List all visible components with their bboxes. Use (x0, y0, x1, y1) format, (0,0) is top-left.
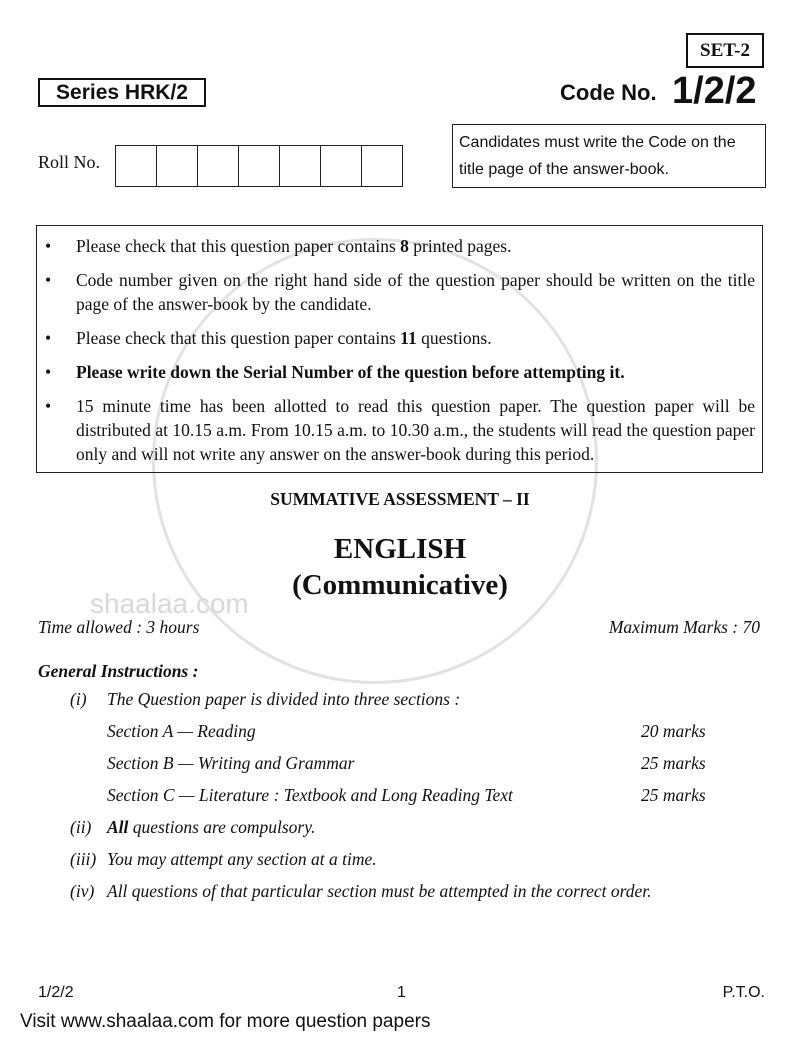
section-marks: 25 marks (641, 753, 706, 773)
subject-title: ENGLISH (333, 533, 467, 565)
roll-number-cell[interactable] (321, 146, 362, 186)
roll-number-cell[interactable] (362, 146, 402, 186)
candidate-note-line: title page of the answer-book. (459, 161, 669, 178)
watermark-text: shaalaa.com (90, 588, 249, 619)
instruction-text (76, 360, 755, 384)
roll-number-cell[interactable] (239, 146, 280, 186)
bullet-icon: • (45, 328, 52, 348)
footer-page-number: 1 (397, 984, 406, 1001)
instruction-item (37, 394, 762, 466)
instruction-text (76, 326, 755, 350)
instruction-text (76, 234, 755, 258)
candidate-note-line: Candidates must write the Code on the (459, 134, 736, 151)
instruction-text-part: The Question paper is divided into three sections : (107, 689, 461, 709)
general-instruction-item (0, 875, 800, 907)
instruction-text-part: questions are compulsory. (128, 817, 316, 837)
footer-code: 1/2/2 (38, 984, 74, 1001)
section-row (107, 747, 800, 779)
section-row (107, 715, 800, 747)
instruction-text-bold: 11 (400, 328, 417, 348)
general-instruction-item (0, 811, 800, 843)
section-name: Section C — Literature : Textbook and Long Reading Text (107, 785, 513, 805)
instruction-text-part: 15 minute time has been allotted to read this question paper. The question paper will be distributed at 10.15 a.m. From 10.15 a.m. to 10.30 a.m., the students will read the question paper only and will not write any answer on the answer-book during this period. (76, 396, 755, 464)
instruction-item (37, 268, 762, 316)
instruction-number: (i) (70, 689, 87, 709)
footer-pto: P.T.O. (722, 984, 765, 1001)
instruction-number: (ii) (70, 817, 92, 837)
assessment-title: SUMMATIVE ASSESSMENT – II (270, 489, 530, 509)
footer-visit-link[interactable]: Visit www.shaalaa.com for more question papers (20, 1011, 431, 1032)
code-value: 1/2/2 (672, 70, 757, 112)
candidate-note (452, 124, 766, 188)
instruction-text-part: questions. (416, 328, 492, 348)
section-name: Section B — Writing and Grammar (107, 753, 355, 773)
instruction-text-part: printed pages. (408, 236, 512, 256)
general-instruction-item (0, 683, 800, 715)
instruction-number: (iv) (70, 881, 95, 901)
instruction-text (107, 683, 800, 715)
instruction-text-part: Please check that this question paper contains (76, 328, 401, 348)
general-instruction-item (0, 843, 800, 875)
section-marks: 25 marks (641, 785, 706, 805)
roll-number-boxes[interactable] (115, 145, 403, 187)
bullet-icon: • (45, 362, 52, 382)
section-name: Section A — Reading (107, 721, 256, 741)
general-instructions-heading: General Instructions : (38, 661, 199, 681)
set-badge: SET-2 (686, 33, 764, 68)
instruction-text-part: All questions of that particular section must be attempted in the correct order. (107, 881, 652, 901)
bullet-icon: • (45, 236, 52, 256)
subject-subtitle: (Communicative) (292, 569, 508, 601)
main-content (0, 225, 800, 907)
bullet-icon: • (45, 270, 52, 290)
footer-row (38, 983, 765, 1003)
instruction-text-bold: All (107, 817, 129, 837)
series-badge: Series HRK/2 (38, 78, 206, 107)
roll-number-cell[interactable] (280, 146, 321, 186)
instruction-text-part: You may attempt any section at a time. (107, 849, 377, 869)
bullet-icon: • (45, 396, 52, 416)
instruction-item (37, 326, 762, 350)
roll-number-cell[interactable] (116, 146, 157, 186)
general-instructions-list (0, 683, 800, 907)
instruction-item (37, 234, 762, 258)
time-allowed: Time allowed : 3 hours (38, 617, 200, 637)
instruction-text-bold: 8 (400, 236, 409, 256)
instructions-box (36, 225, 763, 473)
instruction-text (107, 875, 800, 907)
instruction-number: (iii) (70, 849, 97, 869)
instruction-text-part: Code number given on the right hand side of the question paper should be written on the title page of the answer-book by the candidate. (76, 270, 755, 314)
maximum-marks: Maximum Marks : 70 (608, 617, 760, 637)
instruction-text (107, 811, 800, 843)
code-label: Code No. (560, 80, 657, 105)
instruction-text (76, 268, 755, 316)
time-marks-row (38, 615, 760, 639)
roll-number-cell[interactable] (157, 146, 198, 186)
instruction-text (107, 843, 800, 875)
roll-label: Roll No. (38, 152, 101, 172)
instruction-text-bold: Please write down the Serial Number of the question before attempting it. (76, 362, 625, 382)
instruction-item (37, 360, 762, 384)
roll-number-cell[interactable] (198, 146, 239, 186)
instruction-text-part: Please check that this question paper contains (76, 236, 401, 256)
section-row (107, 779, 800, 811)
section-marks: 20 marks (641, 721, 706, 741)
instruction-text (76, 394, 755, 466)
